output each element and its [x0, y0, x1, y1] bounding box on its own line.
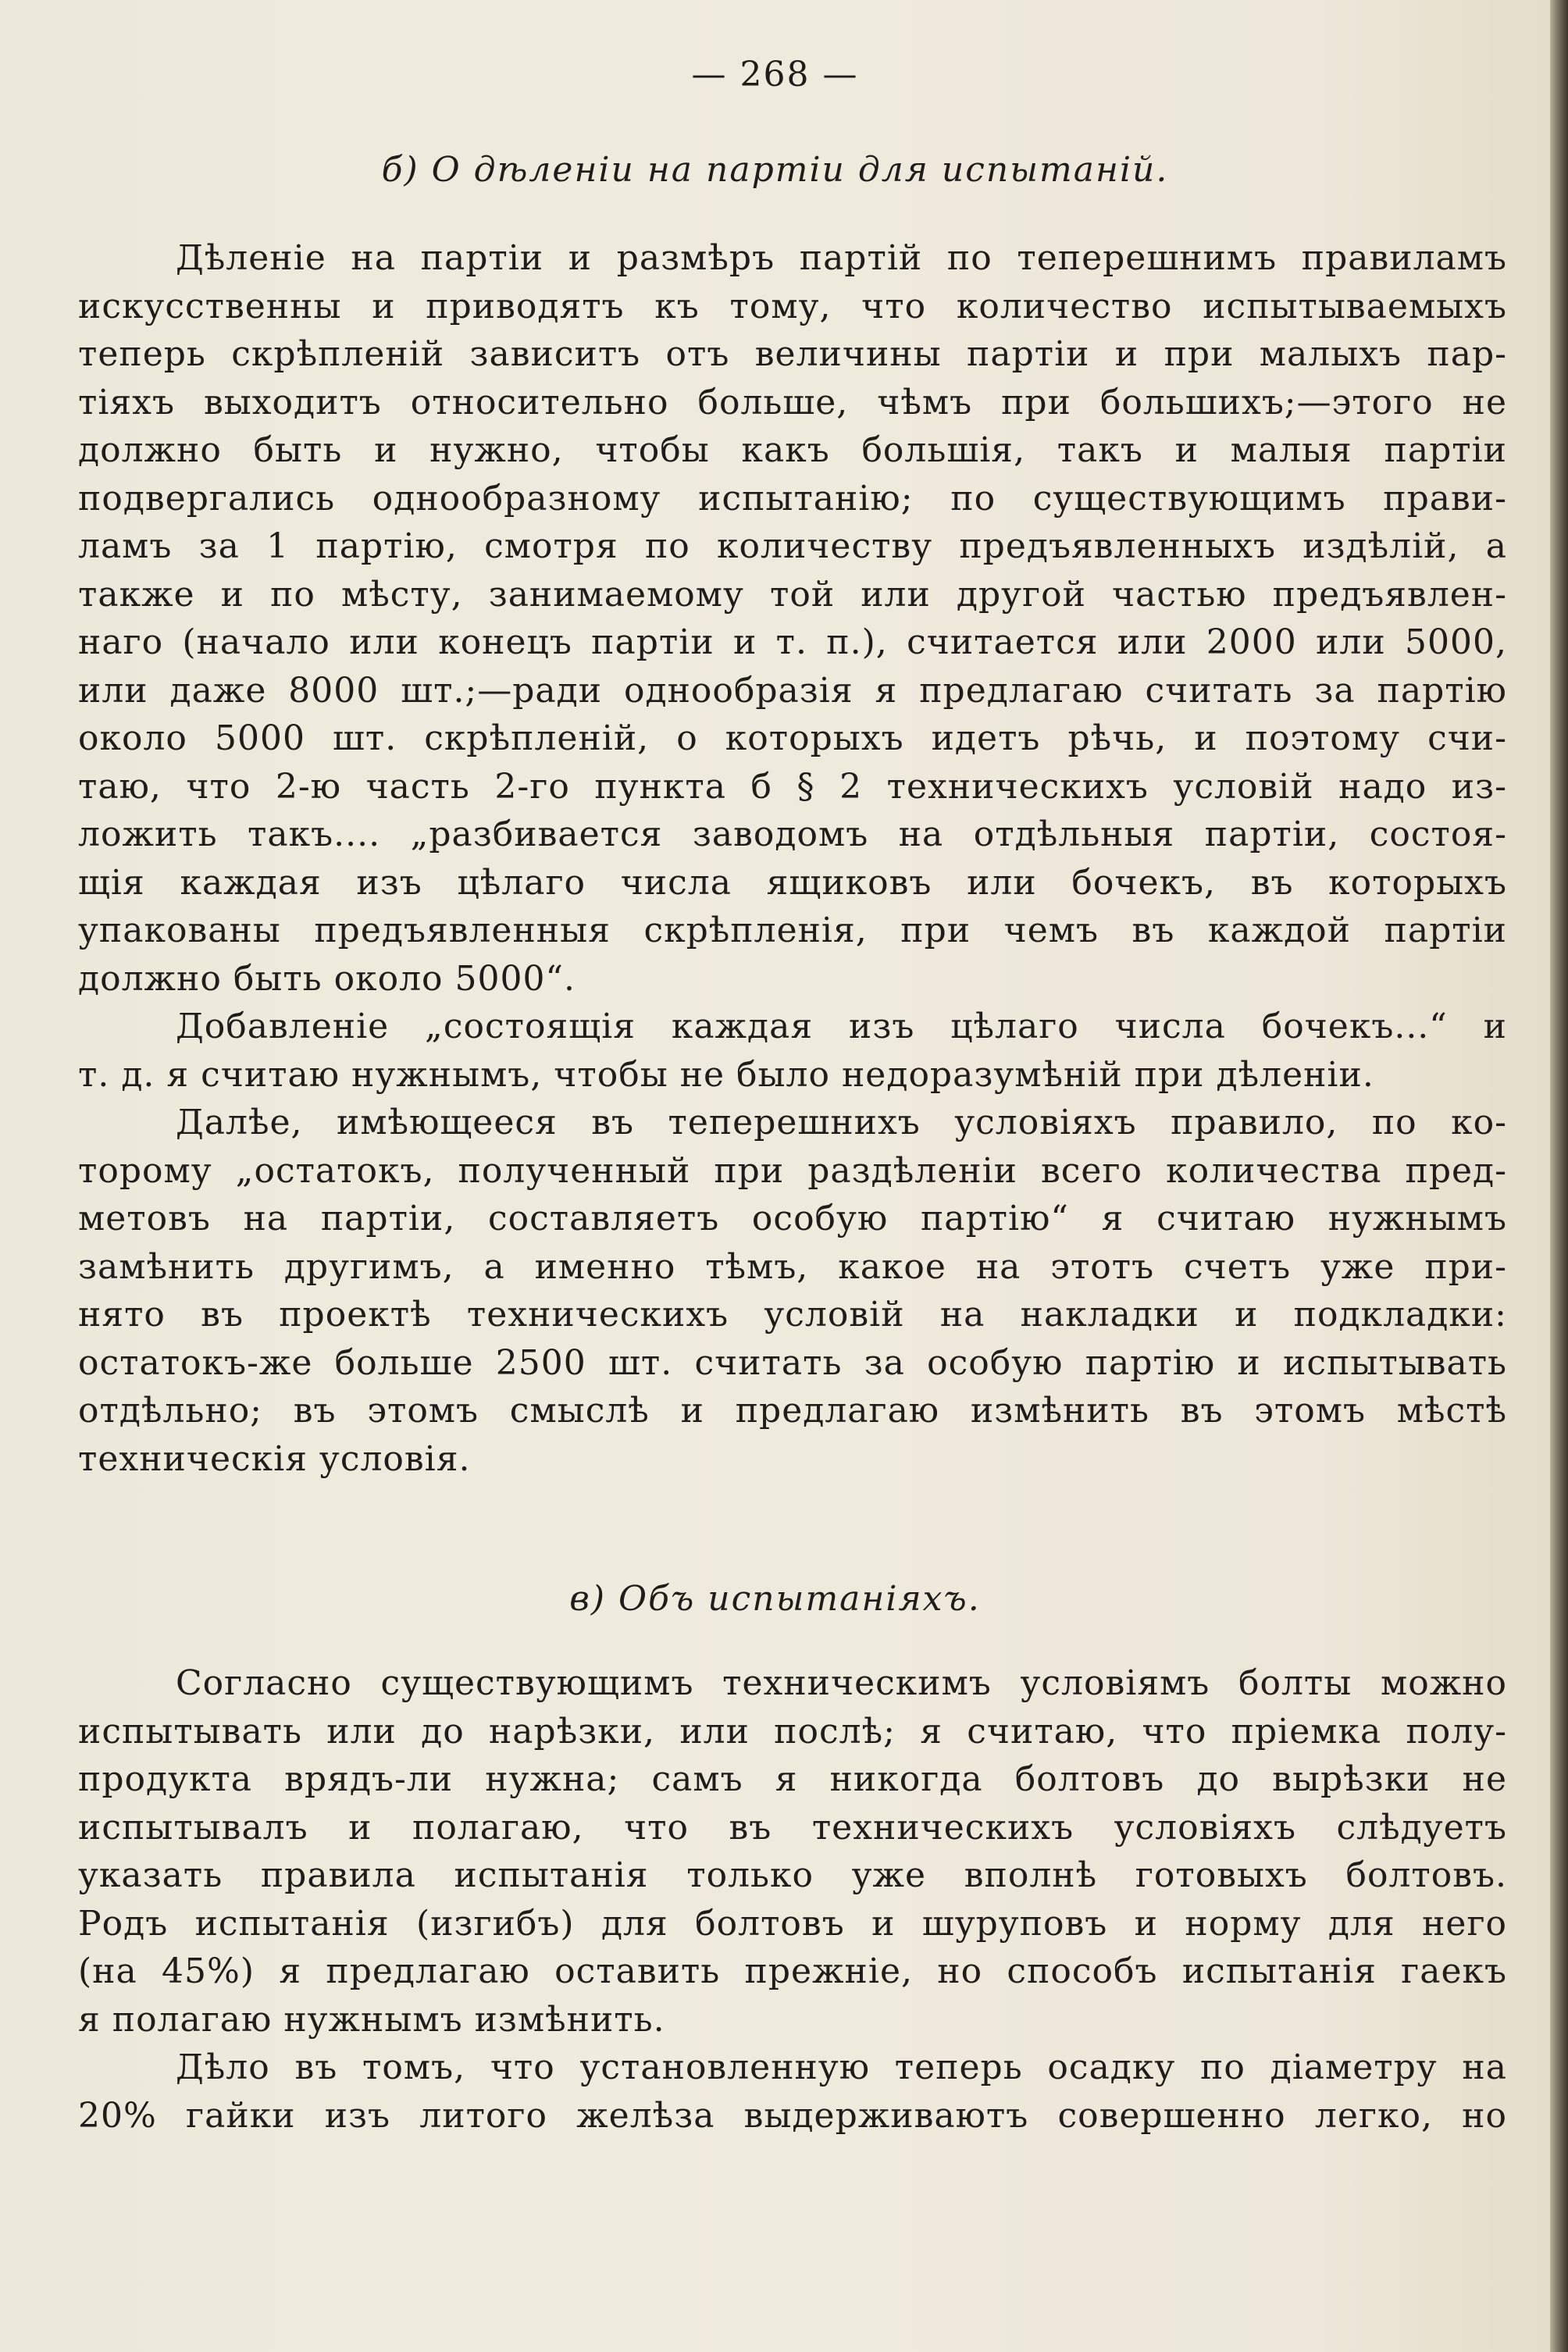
text-line: нято въ проектѣ техническихъ условій на накладки и подкладки: [78, 1295, 1507, 1335]
text-line: Дѣло въ томъ, что установленную теперь осадку по діаметру на [176, 2047, 1507, 2087]
text-line: испытывалъ и полагаю, что въ техническихъ условіяхъ слѣдуетъ [78, 1807, 1507, 1848]
text-line: должно быть около 5000“. [78, 958, 576, 999]
text-line: отдѣльно; въ этомъ смыслѣ и предлагаю измѣнить въ этомъ мѣстѣ [78, 1391, 1507, 1431]
text-line: ламъ за 1 партію, смотря по количеству предъявленныхъ издѣлій, а [78, 526, 1507, 566]
text-line: должно быть и нужно, чтобы какъ большія, такъ и малыя партіи [78, 430, 1507, 470]
text-line: около 5000 шт. скрѣпленій, о которыхъ идетъ рѣчь, и поэтому счи- [78, 718, 1507, 758]
text-line: продукта врядъ-ли нужна; самъ я никогда болтовъ до вырѣзки не [78, 1759, 1507, 1799]
book-gutter-shadow [1550, 0, 1568, 2352]
text-line: ложить такъ.... „разбивается заводомъ на отдѣльныя партіи, состоя- [78, 814, 1507, 854]
text-line: торому „остатокъ, полученный при раздѣленіи всего количества пред- [78, 1150, 1507, 1191]
text-line: я полагаю нужнымъ измѣнить. [78, 1999, 665, 2040]
text-line: искусственны и приводятъ къ тому, что количество испытываемыхъ [78, 286, 1507, 326]
text-line: указать правила испытанія только уже вполнѣ готовыхъ болтовъ. [78, 1855, 1507, 1895]
text-line: щія каждая изъ цѣлаго числа ящиковъ или бочекъ, въ которыхъ [78, 862, 1507, 903]
text-line: Согласно существующимъ техническимъ условіямъ болты можно [176, 1663, 1507, 1703]
text-line: или даже 8000 шт.;—ради однообразія я предлагаю считать за партію [78, 670, 1507, 711]
text-line: наго (начало или конецъ партіи и т. п.), считается или 2000 или 5000, [78, 622, 1507, 662]
text-line: т. д. я считаю нужнымъ, чтобы не было недоразумѣній при дѣленіи. [78, 1054, 1374, 1095]
text-line: замѣнить другимъ, а именно тѣмъ, какое на этотъ счетъ уже при- [78, 1246, 1507, 1287]
text-line: испытывать или до нарѣзки, или послѣ; я считаю, что пріемка полу- [78, 1711, 1507, 1752]
text-line: теперь скрѣпленій зависитъ отъ величины партіи и при малыхъ пар- [78, 334, 1507, 374]
text-line: (на 45%) я предлагаю оставить прежніе, но способъ испытанія гаекъ [78, 1951, 1507, 1991]
text-line: подвергались однообразному испытанію; по существующимъ прави- [78, 478, 1507, 519]
section-v-heading: в) Объ испытаніяхъ. [569, 1579, 981, 1619]
section-b-heading: б) О дѣленіи на партіи для испытаній. [381, 150, 1169, 190]
section-v-body [78, 1659, 1507, 2140]
text-line: Далѣе, имѣющееся въ теперешнихъ условіяхъ правило, по ко- [176, 1103, 1507, 1142]
text-line: остатокъ-же больше 2500 шт. считать за особую партію и испытывать [78, 1342, 1507, 1383]
text-line: техническія условія. [78, 1438, 471, 1479]
text-line: 20% гайки изъ литого желѣза выдерживаютъ совершенно легко, но [78, 2095, 1507, 2136]
text-line: упакованы предъявленныя скрѣпленія, при чемъ въ каждой партіи [78, 911, 1507, 950]
text-line: также и по мѣсту, занимаемому той или другой частью предъявлен- [78, 574, 1507, 615]
page-number: — 268 — [691, 55, 859, 94]
text-line: тіяхъ выходитъ относительно больше, чѣмъ при большихъ;—этого не [78, 382, 1507, 422]
text-line: Дѣленіе на партіи и размѣръ партій по теперешнимъ правиламъ [176, 238, 1507, 278]
section-b-body [78, 234, 1507, 1483]
text-line: таю, что 2-ю часть 2-го пункта б § 2 техническихъ условій надо из- [78, 766, 1507, 807]
text-line: Родъ испытанія (изгибъ) для болтовъ и шуруповъ и норму для него [78, 1903, 1507, 1944]
text-line: метовъ на партіи, составляетъ особую партію“ я считаю нужнымъ [78, 1199, 1507, 1238]
text-line: Добавленіе „состоящія каждая изъ цѣлаго числа бочекъ...“ и [176, 1007, 1507, 1046]
